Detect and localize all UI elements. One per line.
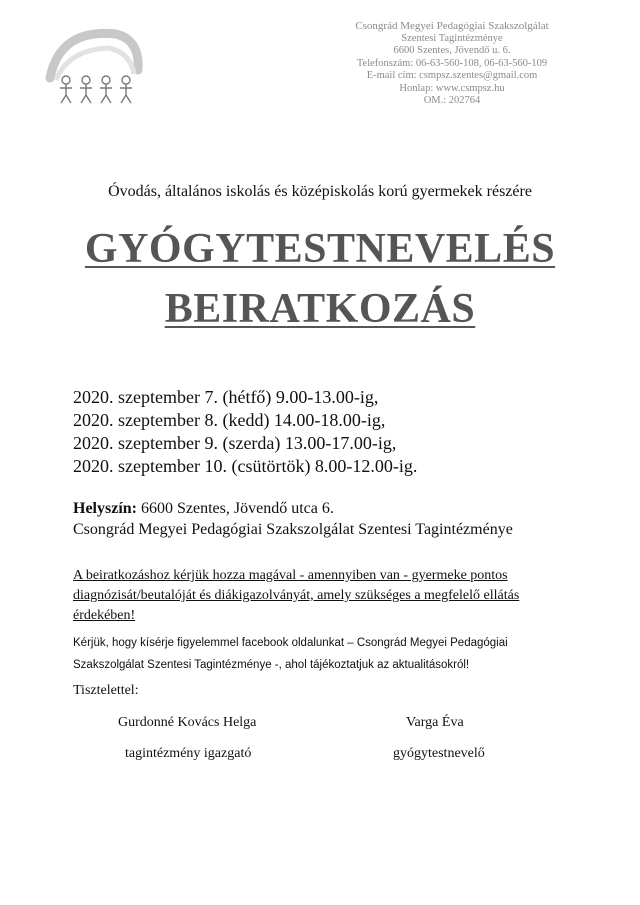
title-line-1-text: GYÓGYTESTNEVELÉS [84,226,556,272]
title-line-2-text: BEIRATKOZÁS [164,286,476,332]
letterhead-address: 6600 Szentes, Jövendő u. 6. [393,45,511,56]
letterhead-branch: Szentesi Tagintézménye [401,32,503,44]
signatory-2-title: gyógytestnevelő [393,746,485,761]
date-item: 2020. szeptember 8. (kedd) 14.00-18.00-ig, [73,410,386,430]
location-label: Helyszín: [73,500,137,517]
greeting: Tisztelettel: [73,683,139,698]
date-item: 2020. szeptember 7. (hétfő) 9.00-13.00-ig, [73,387,379,407]
signatory-1-name: Gurdonné Kovács Helga [118,715,257,730]
letterhead [322,20,582,108]
signatory-1-title: tagintézmény igazgató [125,746,252,761]
location-block [73,498,513,540]
enrollment-dates [73,386,417,478]
location-address: 6600 Szentes, Jövendő utca 6. [141,500,334,517]
location-institution: Csongrád Megyei Pedagógiai Szakszolgálat Szentesi Tagintézménye [73,521,513,538]
date-item: 2020. szeptember 9. (szerda) 13.00-17.00-ig, [73,433,397,453]
documents-notice: A beiratkozáshoz kérjük hozza magával - amennyiben van - gyermeke pontos diagnózisát/beutalóját és diákigazolványát, amely szükséges a megfelelő ellátás érdekében! [73,568,520,623]
location-line [73,498,513,519]
letterhead-website: Honlap: www.csmpsz.hu [399,82,505,94]
facebook-note: Kérjük, hogy kísérje figyelemmel facebook oldalunkat – Csongrád Megyei Pedagógiai Szakszolgálat Szentesi Tagintézménye -, ahol tájékoztatjuk az aktualitásokról! [73,637,508,671]
title-line-1 [0,225,640,273]
title-line-2 [0,285,640,333]
letterhead-email: E-mail cím: csmpsz.szentes@gmail.com [366,70,538,81]
signatory-2-name: Varga Éva [406,715,464,730]
letterhead-phone: Telefonszám: 06-63-560-108, 06-63-560-109 [356,57,548,69]
audience-subtitle: Óvodás, általános iskolás és középiskolás korú gyermekek részére [108,183,532,200]
letterhead-om: OM.: 202764 [423,95,481,106]
institution-logo [38,18,148,108]
date-item: 2020. szeptember 10. (csütörtök) 8.00-12.00-ig. [73,456,418,476]
letterhead-org: Csongrád Megyei Pedagógiai Szakszolgálat [355,20,549,32]
